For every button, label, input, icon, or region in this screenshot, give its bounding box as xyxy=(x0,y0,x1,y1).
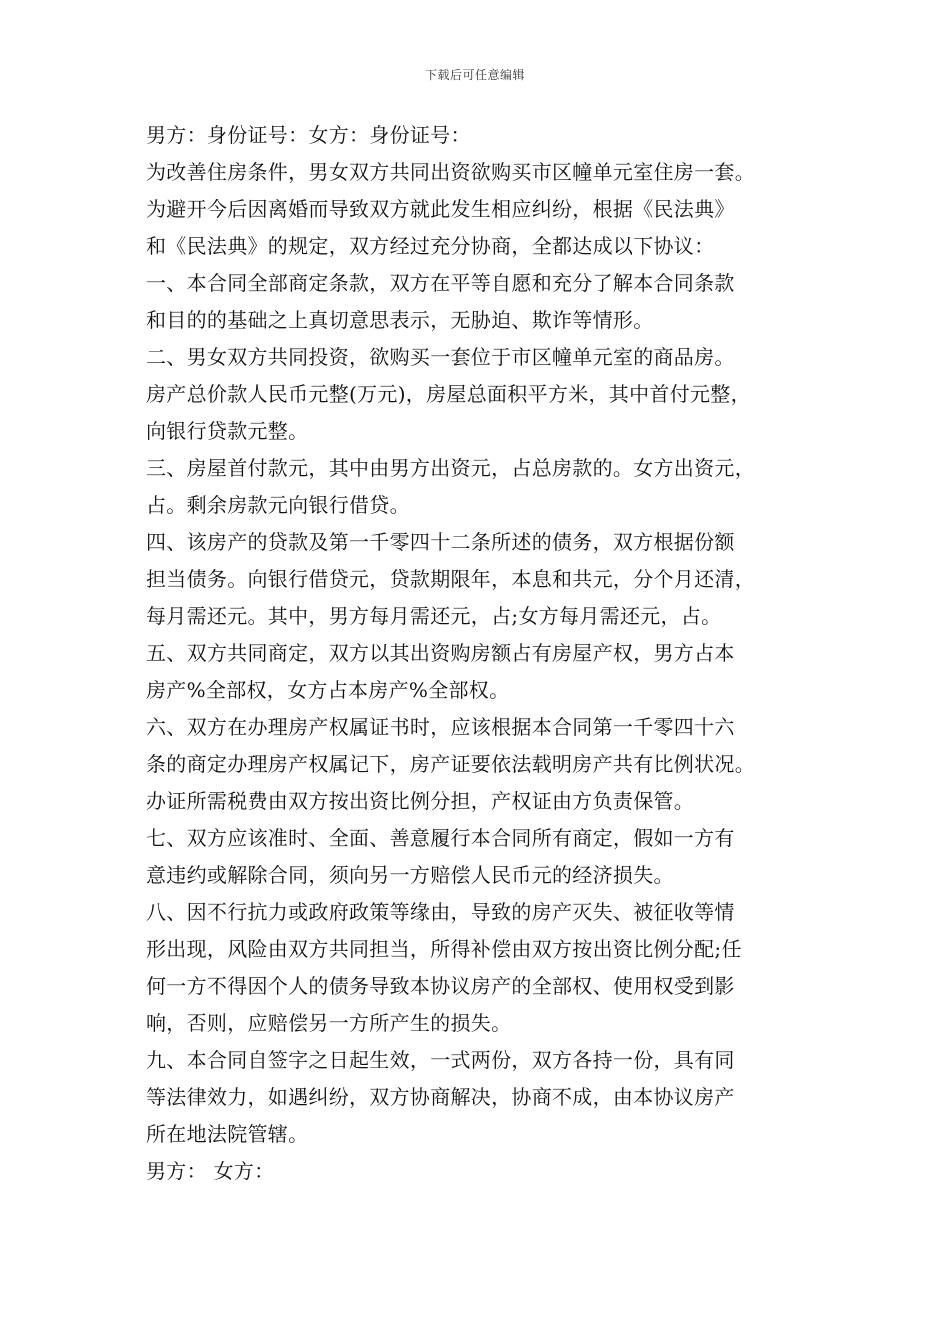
contract-line: 五、双方共同商定，双方以其出资购房额占有房屋产权，男方占本 xyxy=(146,641,735,665)
contract-line: 和《民法典》的规定，双方经过充分协商，全都达成以下协议： xyxy=(146,234,715,258)
contract-line: 何一方不得因个人的债务导致本协议房产的全部权、使用权受到影 xyxy=(146,974,735,998)
contract-line: 为改善住房条件，男女双方共同出资欲购买市区幢单元室住房一套。 xyxy=(146,160,755,184)
contract-line: 办证所需税费由双方按出资比例分担，产权证由方负责保管。 xyxy=(146,789,695,813)
contract-line: 意违约或解除合同，须向另一方赔偿人民币元的经济损失。 xyxy=(146,863,674,887)
contract-line: 男方：身份证号：女方：身份证号： xyxy=(146,123,471,147)
contract-line: 条的商定办理房产权属记下，房产证要依法载明房产共有比例状况。 xyxy=(146,752,755,776)
contract-line: 和目的的基础之上真切意思表示，无胁迫、欺诈等情形。 xyxy=(146,308,654,332)
contract-line: 形出现，风险由双方共同担当，所得补偿由双方按出资比例分配;任 xyxy=(146,937,742,961)
contract-line: 担当债务。向银行借贷元，贷款期限年，本息和共元，分个月还清， xyxy=(146,567,755,591)
header-note: 下载后可任意编辑 xyxy=(424,68,525,82)
contract-line: 一、本合同全部商定条款，双方在平等自愿和充分了解本合同条款 xyxy=(146,271,735,295)
contract-line: 等法律效力，如遇纠纷，双方协商解决，协商不成，由本协议房产 xyxy=(146,1085,735,1109)
contract-line: 所在地法院管辖。 xyxy=(146,1122,309,1146)
contract-line: 为避开今后因离婚而导致双方就此发生相应纠纷，根据《民法典》 xyxy=(146,197,735,221)
contract-line: 响，否则，应赔偿另一方所产生的损失。 xyxy=(146,1011,512,1035)
contract-line: 向银行贷款元整。 xyxy=(146,419,309,443)
contract-line: 房产总价款人民币元整(万元)，房屋总面积平方米，其中首付元整， xyxy=(146,382,751,406)
contract-line: 男方： 女方： xyxy=(146,1159,275,1183)
contract-line: 占。剩余房款元向银行借贷。 xyxy=(146,493,410,517)
contract-line: 九、本合同自签字之日起生效，一式两份，双方各持一份，具有同 xyxy=(146,1048,735,1072)
contract-line: 八、因不行抗力或政府政策等缘由，导致的房产灭失、被征收等情 xyxy=(146,900,735,924)
contract-line: 每月需还元。其中，男方每月需还元，占;女方每月需还元，占。 xyxy=(146,604,722,628)
contract-line: 二、男女双方共同投资，欲购买一套位于市区幢单元室的商品房。 xyxy=(146,345,735,369)
contract-line: 六、双方在办理房产权属证书时，应该根据本合同第一千零四十六 xyxy=(146,715,735,739)
contract-line: 四、该房产的贷款及第一千零四十二条所述的债务，双方根据份额 xyxy=(146,530,735,554)
contract-body xyxy=(146,117,826,1190)
contract-line: 七、双方应该准时、全面、善意履行本合同所有商定，假如一方有 xyxy=(146,826,735,850)
contract-line: 三、房屋首付款元，其中由男方出资元，占总房款的。女方出资元， xyxy=(146,456,755,480)
contract-line: 房产%全部权，女方占本房产%全部权。 xyxy=(146,678,510,702)
